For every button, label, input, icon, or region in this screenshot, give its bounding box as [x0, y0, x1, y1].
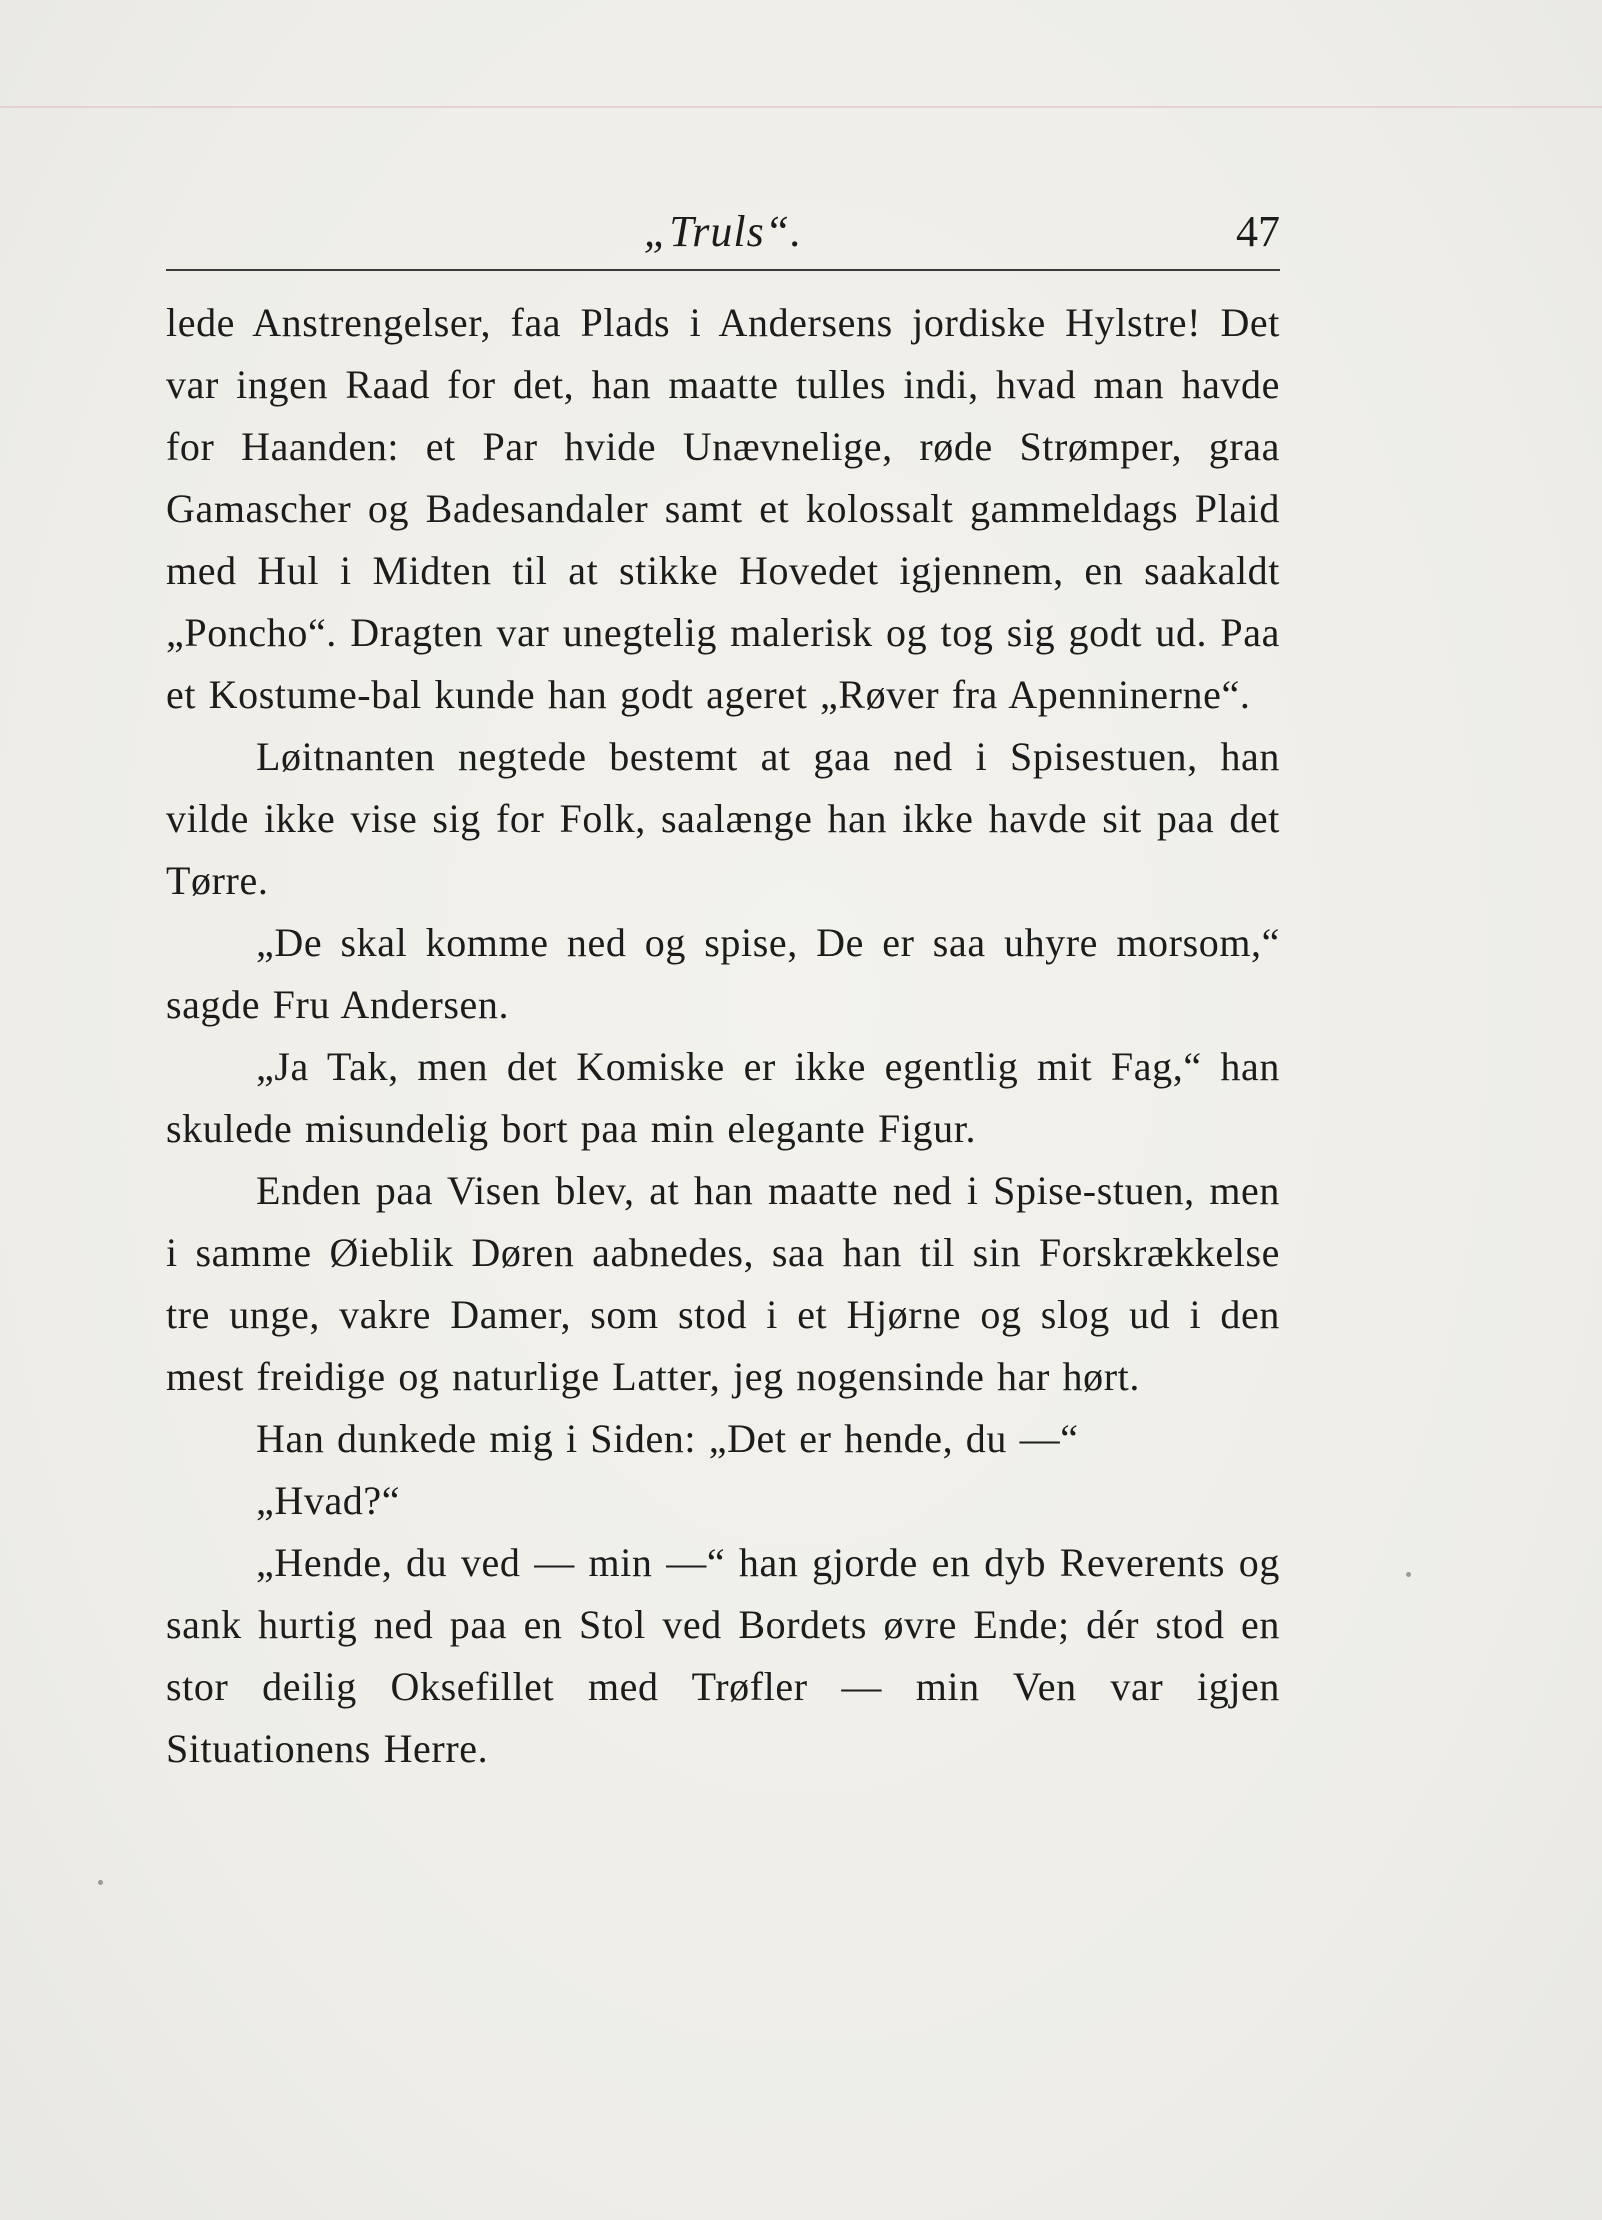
scan-speck — [98, 1880, 103, 1885]
header-rule — [166, 269, 1280, 271]
scan-speck — [1406, 1572, 1411, 1577]
paragraph-2: Løitnanten negtede bestemt at gaa ned i Spisestuen, han vilde ikke vise sig for Folk, saalænge han ikke havde sit paa det Tørre. — [166, 734, 1280, 903]
page-number: 47 — [1236, 207, 1280, 256]
paragraph-4: „Ja Tak, men det Komiske er ikke egentlig mit Fag,“ han skulede misundelig bort paa min elegante Figur. — [166, 1044, 1280, 1151]
paragraph-6: Han dunkede mig i Siden: „Det er hende, du —“ — [256, 1416, 1079, 1461]
body-text — [166, 292, 1280, 1780]
paragraph-1: lede Anstrengelser, faa Plads i Andersens jordiske Hylstre! Det var ingen Raad for det, han maatte tulles indi, hvad man havde for Haanden: et Par hvide Unævnelige, røde Strømper, graa Gamascher og Badesandaler samt et kolossalt gammeldags Plaid med Hul i Midten til at stikke Hovedet igjennem, en saakaldt „Poncho“. Dragten var unegtelig malerisk og tog sig godt ud. Paa et Kostume-bal kunde han godt ageret „Røver fra Apenninerne“. — [166, 300, 1280, 717]
paragraph-3: „De skal komme ned og spise, De er saa uhyre morsom,“ sagde Fru Andersen. — [166, 920, 1280, 1027]
paragraph-7: „Hvad?“ — [256, 1478, 401, 1523]
paragraph-5: Enden paa Visen blev, at han maatte ned i Spise-stuen, men i samme Øieblik Døren aabnedes, saa han til sin Forskrækkelse tre unge, vakre Damer, som stod i et Hjørne og slog ud i den mest freidige og naturlige Latter, jeg nogensinde har hørt. — [166, 1168, 1280, 1399]
page-header — [166, 196, 1280, 268]
running-title: „Truls“. — [643, 207, 803, 256]
paragraph-8: „Hende, du ved — min —“ han gjorde en dyb Reverents og sank hurtig ned paa en Stol ved Bordets øvre Ende; dér stod en stor deilig Oksefillet med Trøfler — min Ven var igjen Situationens Herre. — [166, 1540, 1280, 1771]
scan-edge-line — [0, 106, 1602, 108]
